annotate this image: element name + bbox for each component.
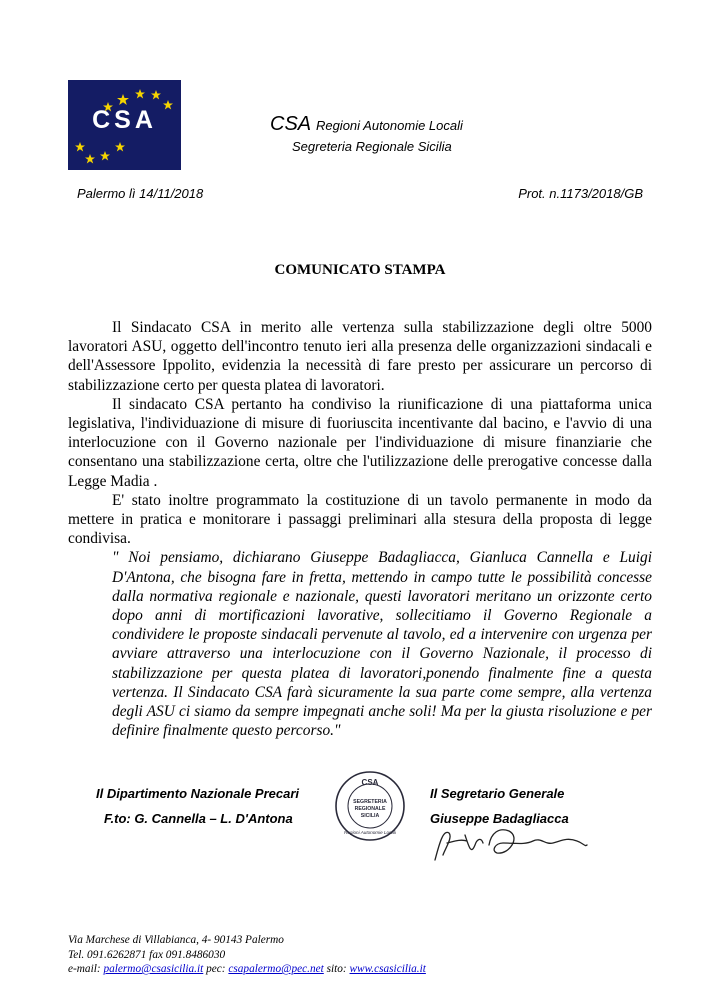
stamp-line2: REGIONALE <box>354 806 386 812</box>
place-date: Palermo lì 14/11/2018 <box>77 186 204 201</box>
site-link[interactable]: www.csasicilia.it <box>349 963 426 976</box>
csa-logo <box>68 80 181 170</box>
org-name <box>270 113 463 136</box>
pec-link[interactable]: csapalermo@pec.net <box>228 963 324 976</box>
official-stamp <box>334 770 406 842</box>
footer <box>68 933 426 977</box>
stamp-ring-text: Regioni Autonomie Locali <box>344 830 396 835</box>
paragraph: Il sindacato CSA pertanto ha condiviso la riunificazione di una piattaforma unica legislativa, l'individuazione di misure di fuoriuscita incentivante dal bacino, e l'avvio di una interlocuzione con il Governo nazionale per l'individuazione di misure finanziarie che consentano una stabilizzazione certa, oltre che l'utilizzazione delle prerogative concesse dalla Legge Madia . <box>68 395 652 490</box>
signature-dept-names: F.to: G. Cannella – L. D'Antona <box>104 811 293 826</box>
handwritten-signature <box>425 815 590 865</box>
org-secretariat: Segreteria Regionale Sicilia <box>292 139 452 154</box>
email-label: e-mail: <box>68 963 104 976</box>
logo-text: CSA <box>92 106 157 134</box>
org-acronym: CSA <box>270 113 311 135</box>
stamp-line3: SICILIA <box>360 813 380 819</box>
stamp-top-text: CSA <box>361 778 379 787</box>
site-label: sito: <box>323 963 350 976</box>
signature-dept-title: Il Dipartimento Nazionale Precari <box>96 786 300 801</box>
quote-paragraph: " Noi pensiamo, dichiarano Giuseppe Badagliacca, Gianluca Cannella e Luigi D'Antona, che bisogna fare in fretta, mettendo in campo tutte le possibilità concesse dalla normativa regionale e nazionale, questi lavoratori meritano un orizzonte certo dopo anni di mortificazioni lavorative, sollecitiamo il Governo Regionale a condividere le proposte sindacali pervenute al tavolo, ed a intervenire con urgenza per avviare attraverso una interlocuzione con il Governo Nazionale, il processo di stabilizzazione per questa platea di lavoratori,ponendo finalmente fine a questa vertenza. Il Sindacato CSA farà sicuramente la sua parte come sempre, alla vertenza degli ASU ci siamo da sempre impegnati anche soli! Ma per la giusta risoluzione e per definire finalmente questo percorso." <box>112 549 652 740</box>
protocol-number: Prot. n.1173/2018/GB <box>518 186 643 201</box>
footer-address: Via Marchese di Villabianca, 4- 90143 Palermo <box>68 934 284 946</box>
email-link[interactable]: palermo@csasicilia.it <box>103 963 204 976</box>
document-title: COMUNICATO STAMPA <box>274 262 446 278</box>
footer-phone: Tel. 091.6262871 fax 091.8486030 <box>68 948 226 961</box>
signature-secretary-title: Il Segretario Generale <box>430 786 565 801</box>
org-subtitle: Regioni Autonomie Locali <box>315 118 463 133</box>
document-body <box>68 318 652 740</box>
paragraph: E' stato inoltre programmato la costituzione di un tavolo permanente in modo da mettere in pratica e monitorare i passaggi preliminari alla stesura della proposta di legge condivisa. <box>68 491 652 548</box>
paragraph: Il Sindacato CSA in merito alle vertenza sulla stabilizzazione degli oltre 5000 lavoratori ASU, oggetto dell'incontro tenuto ieri alla presenza delle organizzazioni sindacali e dell'Assessore Ippolito, evidenzia la necessità di fare presto per assicurare un percorso di stabilizzazione certo per questa platea di lavoratori. <box>68 319 652 394</box>
signature-secretary-name: Giuseppe Badagliacca <box>430 811 569 826</box>
footer-contacts <box>68 962 426 977</box>
pec-label: pec: <box>203 963 229 976</box>
stamp-line1: SEGRETERIA <box>353 799 387 805</box>
